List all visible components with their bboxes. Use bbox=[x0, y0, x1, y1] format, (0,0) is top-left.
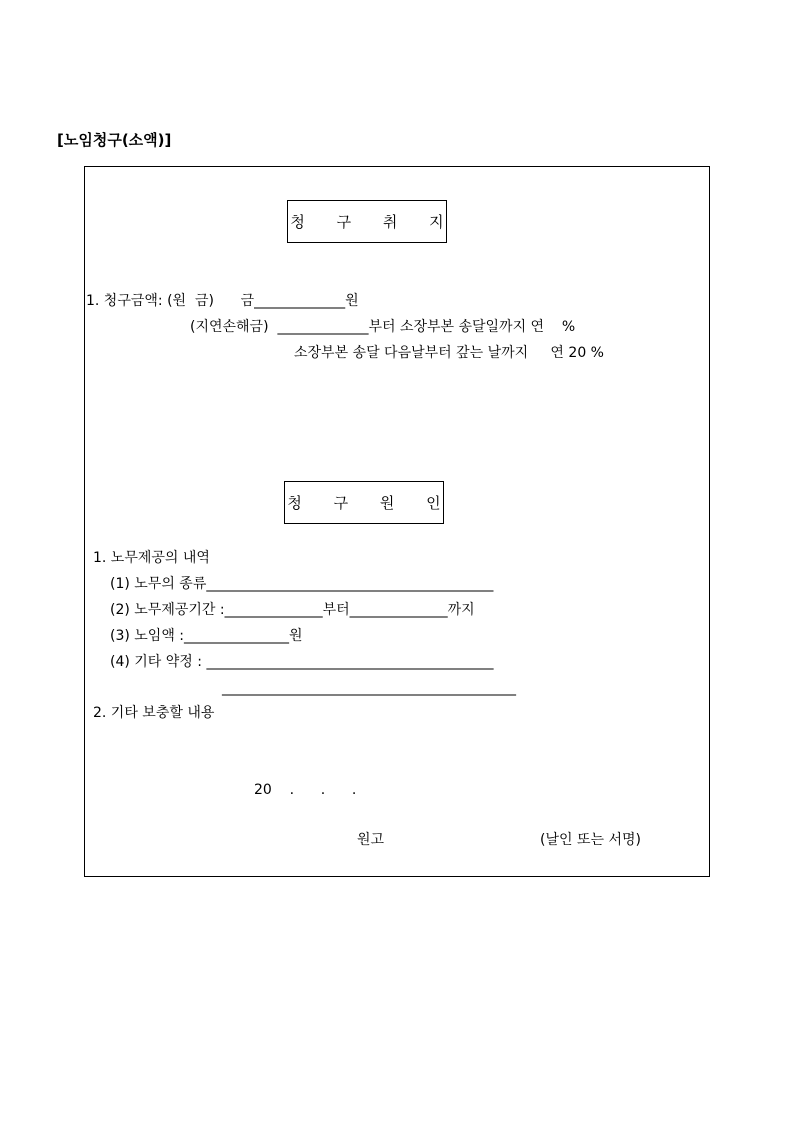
claim-cause-label: 청 구 원 인 bbox=[287, 494, 455, 512]
claim-cause-box bbox=[284, 481, 455, 524]
plaintiff-label: 원고 bbox=[357, 832, 385, 848]
delay-damages-line: (지연손해금) _____________부터 소장부본 송달일까지 연 % bbox=[190, 319, 576, 335]
supplementary-heading: 2. 기타 보충할 내용 bbox=[93, 705, 215, 721]
date-line: 20 . . . bbox=[254, 782, 357, 798]
other-agreement-continuation: __________________________________________ bbox=[222, 680, 516, 696]
wage-amount-item: (3) 노임액 :_______________원 bbox=[110, 628, 303, 644]
claim-purpose-box bbox=[287, 200, 458, 243]
labor-type-item: (1) 노무의 종류_________________________________________ bbox=[110, 576, 494, 592]
seal-note: (날인 또는 서명) bbox=[540, 832, 641, 848]
other-agreement-item: (4) 기타 약정 : _________________________________________ bbox=[110, 654, 494, 670]
document-heading: [노임청구(소액)] bbox=[57, 131, 172, 149]
labor-period-item: (2) 노무제공기간 :______________부터______________까지 bbox=[110, 602, 475, 618]
claim-purpose-label: 청 구 취 지 bbox=[290, 213, 458, 231]
claim-amount-line: 1. 청구금액: (원 금) 금_____________원 bbox=[86, 293, 359, 309]
after-service-line: 소장부본 송달 다음날부터 갚는 날까지 연 20 % bbox=[294, 345, 604, 361]
labor-details-heading: 1. 노무제공의 내역 bbox=[93, 550, 210, 566]
